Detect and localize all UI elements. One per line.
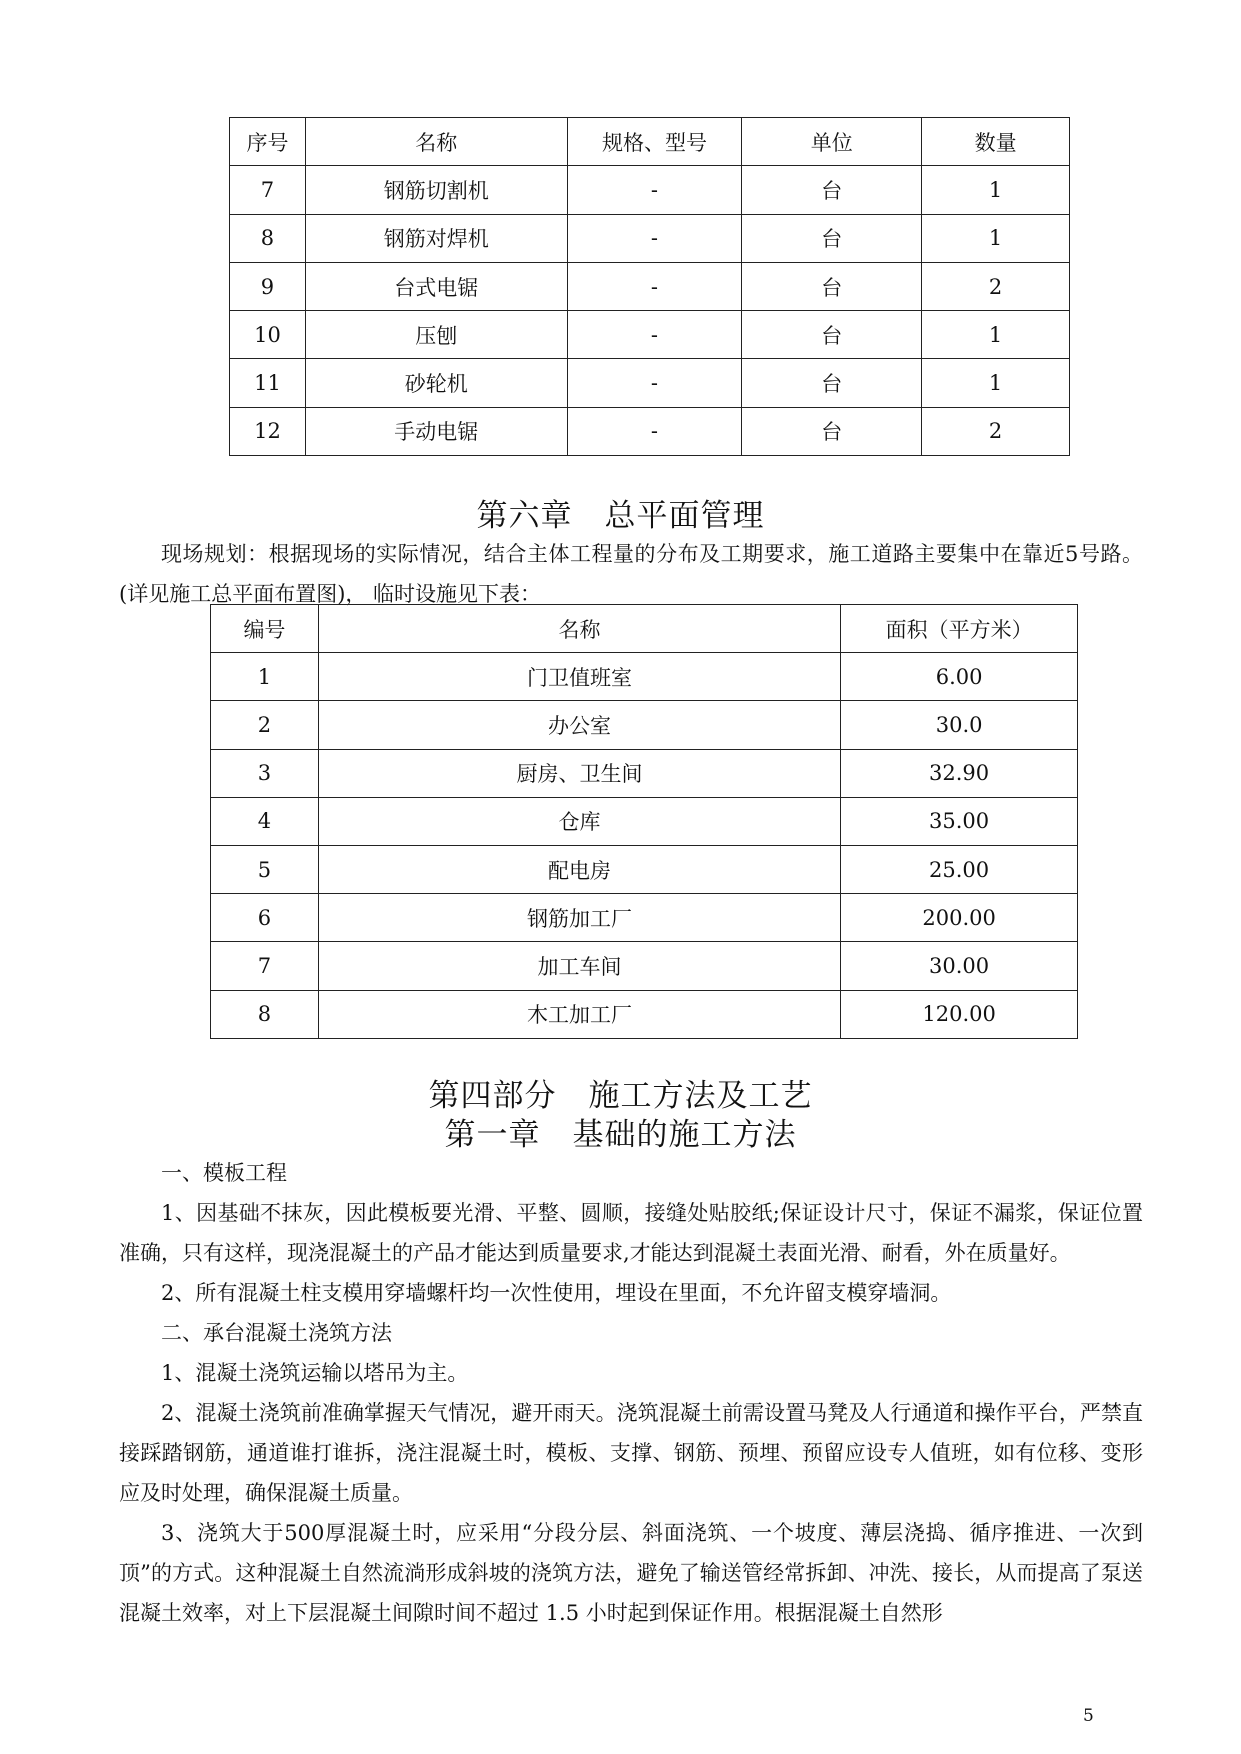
table-cell: 6.00 — [841, 653, 1078, 701]
page-number: 5 — [1083, 1706, 1094, 1726]
table-cell: 压刨 — [305, 311, 567, 359]
table-cell: - — [567, 262, 742, 310]
table-cell: 钢筋对焊机 — [305, 214, 567, 262]
table-row — [211, 845, 1078, 893]
table-cell: 加工车间 — [318, 942, 840, 990]
table-row — [230, 262, 1070, 310]
table-cell: 台 — [742, 359, 922, 407]
table-cell: 7 — [230, 166, 306, 214]
table-header-row — [230, 118, 1070, 166]
table-cell: 11 — [230, 359, 306, 407]
table-cell: - — [567, 214, 742, 262]
table-cell: 1 — [922, 166, 1070, 214]
table-row — [211, 942, 1078, 990]
table-cell: 1 — [211, 653, 319, 701]
table-cell: 4 — [211, 797, 319, 845]
table-cell: 1 — [922, 311, 1070, 359]
table-row — [230, 359, 1070, 407]
table-row — [230, 311, 1070, 359]
table-row — [230, 166, 1070, 214]
table-cell: 配电房 — [318, 845, 840, 893]
table-cell: 1 — [922, 214, 1070, 262]
table-row — [211, 701, 1078, 749]
table-cell: 2 — [922, 407, 1070, 455]
table-cell: - — [567, 166, 742, 214]
section-heading: 二、承台混凝土浇筑方法 — [161, 1321, 392, 1345]
table-cell: 钢筋切割机 — [305, 166, 567, 214]
table-cell: 2 — [211, 701, 319, 749]
section-heading: 一、模板工程 — [161, 1161, 287, 1185]
paragraph-text: 2、混凝土浇筑前准确掌握天气情况，避开雨天。浇筑混凝土前需设置马凳及人行通道和操作平台，严禁直接踩踏钢筋，通道谁打谁拆，浇注混凝土时，模板、支撑、钢筋、预埋、预留应设专人值班，如有位移、变形应及时处理，确保混凝土质量。 — [119, 1401, 1143, 1505]
table-cell: 办公室 — [318, 701, 840, 749]
table-cell: - — [567, 407, 742, 455]
table-cell: - — [567, 359, 742, 407]
table-cell: 6 — [211, 894, 319, 942]
header-cell: 编号 — [211, 605, 319, 653]
table-cell: - — [567, 311, 742, 359]
table-cell: 木工加工厂 — [318, 990, 840, 1038]
body-text — [119, 1153, 1143, 1633]
table-cell: 35.00 — [841, 797, 1078, 845]
table-cell: 手动电锯 — [305, 407, 567, 455]
table-cell: 台 — [742, 214, 922, 262]
paragraph-text: 1、因基础不抹灰，因此模板要光滑、平整、圆顺，接缝处贴胶纸;保证设计尺寸，保证不漏浆，保证位置准确，只有这样，现浇混凝土的产品才能达到质量要求,才能达到混凝土表面光滑、耐看，外在质量好。 — [119, 1201, 1143, 1265]
paragraph-text: 3、浇筑大于500厚混凝土时，应采用“分段分层、斜面浇筑、一个坡度、薄层浇捣、循序推进、一次到顶”的方式。这种混凝土自然流淌形成斜坡的浇筑方法，避免了输送管经常拆卸、冲洗、接长，从而提高了泵送混凝土效率，对上下层混凝土间隙时间不超过 1.5 小时起到保证作用。根据混凝土自然形 — [119, 1521, 1143, 1625]
header-cell: 名称 — [318, 605, 840, 653]
table-cell: 9 — [230, 262, 306, 310]
table-cell: 台 — [742, 311, 922, 359]
table-cell: 台 — [742, 166, 922, 214]
table-cell: 25.00 — [841, 845, 1078, 893]
table-row — [230, 214, 1070, 262]
table-row — [211, 990, 1078, 1038]
header-cell: 规格、型号 — [567, 118, 742, 166]
table-cell: 30.0 — [841, 701, 1078, 749]
table-cell: 门卫值班室 — [318, 653, 840, 701]
table-cell: 钢筋加工厂 — [318, 894, 840, 942]
table-header-row — [211, 605, 1078, 653]
table-cell: 5 — [211, 845, 319, 893]
header-cell: 数量 — [922, 118, 1070, 166]
chapter1-title: 第一章 基础的施工方法 — [444, 1117, 797, 1153]
paragraph-text: 现场规划：根据现场的实际情况，结合主体工程量的分布及工期要求，施工道路主要集中在靠近5号路。(详见施工总平面布置图)， 临时设施见下表： — [119, 542, 1143, 606]
table-cell: 2 — [922, 262, 1070, 310]
header-cell: 序号 — [230, 118, 306, 166]
table-cell: 200.00 — [841, 894, 1078, 942]
equipment-table — [229, 117, 1070, 456]
paragraph-text: 1、混凝土浇筑运输以塔吊为主。 — [161, 1361, 469, 1385]
table-cell: 台 — [742, 262, 922, 310]
table-cell: 30.00 — [841, 942, 1078, 990]
table-row — [211, 749, 1078, 797]
part4-title: 第四部分 施工方法及工艺 — [428, 1078, 813, 1114]
table-row — [211, 797, 1078, 845]
paragraph-text: 2、所有混凝土柱支模用穿墙螺杆均一次性使用，埋设在里面，不允许留支模穿墙洞。 — [161, 1281, 952, 1305]
facility-table — [210, 604, 1078, 1039]
table-cell: 8 — [230, 214, 306, 262]
table-row — [211, 653, 1078, 701]
header-cell: 面积（平方米） — [841, 605, 1078, 653]
table-cell: 120.00 — [841, 990, 1078, 1038]
table-row — [211, 894, 1078, 942]
chapter6-paragraph — [119, 534, 1143, 614]
header-cell: 名称 — [305, 118, 567, 166]
table-cell: 10 — [230, 311, 306, 359]
table-cell: 厨房、卫生间 — [318, 749, 840, 797]
table-cell: 3 — [211, 749, 319, 797]
table-cell: 台式电锯 — [305, 262, 567, 310]
table-cell: 7 — [211, 942, 319, 990]
chapter6-title: 第六章 总平面管理 — [476, 498, 765, 534]
table-row — [230, 407, 1070, 455]
table-cell: 仓库 — [318, 797, 840, 845]
table-cell: 1 — [922, 359, 1070, 407]
header-cell: 单位 — [742, 118, 922, 166]
table-cell: 8 — [211, 990, 319, 1038]
table-cell: 32.90 — [841, 749, 1078, 797]
table-cell: 砂轮机 — [305, 359, 567, 407]
table-cell: 12 — [230, 407, 306, 455]
table-cell: 台 — [742, 407, 922, 455]
